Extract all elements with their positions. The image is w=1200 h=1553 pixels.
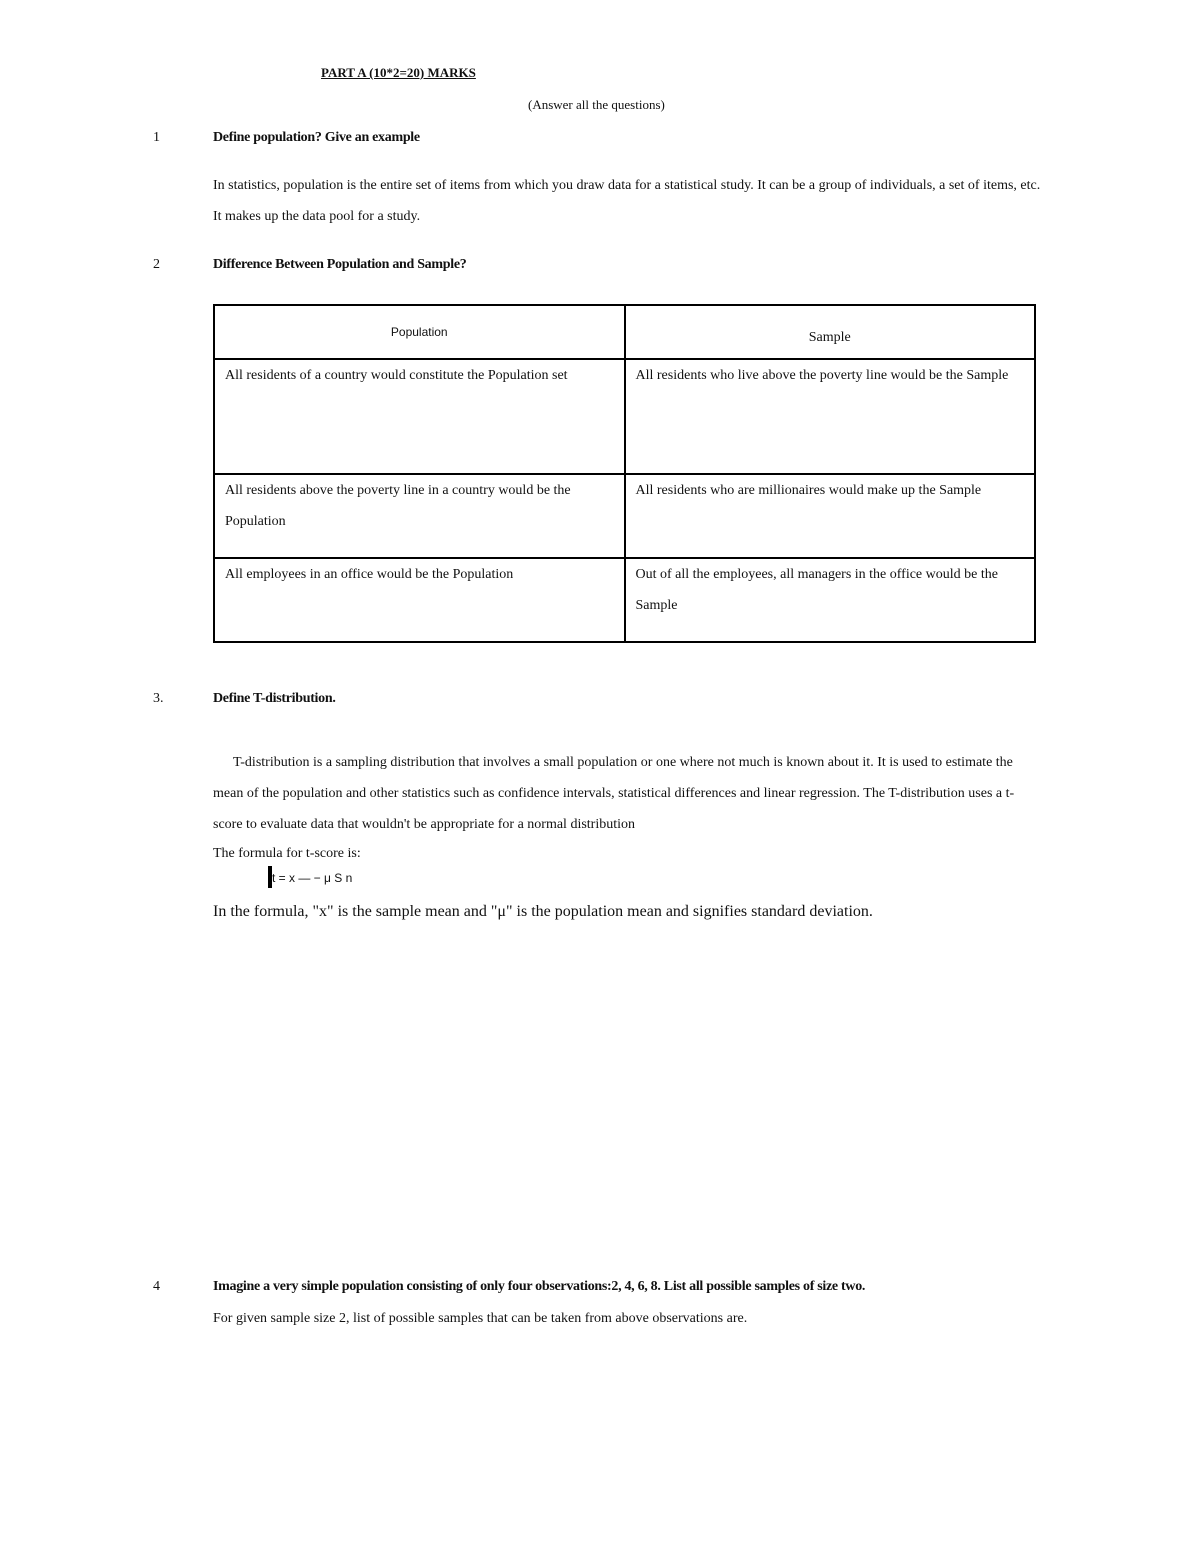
table-header-sample-label: Sample [808,329,851,345]
table-cell: All residents above the poverty line in a country would be the Population [214,474,625,558]
t-score-formula-text: t = x — − μ S n [272,871,353,886]
table-row [214,558,1035,642]
question-2-text: Difference Between Population and Sample? [213,257,467,272]
question-1-text: Define population? Give an example [213,130,420,145]
formula-note: In the formula, "x" is the sample mean and "μ" is the population mean and signifies standard deviation. [213,903,873,920]
table-cell: All residents who are millionaires would make up the Sample [625,474,1036,558]
question-1-answer: In statistics, population is the entire set of items from which you draw data for a statistical study. It can be a group of individuals, a set of items, etc. It makes up the data pool for a study. [213,178,1041,224]
question-4-text: Imagine a very simple population consisting of only four observations:2, 4, 6, 8. List all possible samples of size two. [213,1279,866,1294]
question-3-text: Define T-distribution. [213,691,336,706]
table-cell: All residents who live above the poverty line would be the Sample [625,359,1036,474]
table-cell: All residents of a country would constitute the Population set [214,359,625,474]
table-header-row [214,305,1035,359]
question-3-number: 3. [153,691,164,706]
question-4-answer: For given sample size 2, list of possible samples that can be taken from above observations are. [213,1311,748,1326]
table-cell: All employees in an office would be the Population [214,558,625,642]
population-sample-table [213,304,1036,643]
text-cursor [268,866,272,888]
table-cell: Out of all the employees, all managers in the office would be the Sample [625,558,1036,642]
table-header-population-label: Population [390,324,448,339]
instructions: (Answer all the questions) [528,97,665,112]
question-2-number: 2 [153,257,160,272]
part-header: PART A (10*2=20) MARKS [321,65,476,80]
table-row [214,359,1035,474]
question-4-number: 4 [153,1279,160,1294]
question-3-answer: T-distribution is a sampling distribution that involves a small population or one where not much is known about it. It is used to estimate the mean of the population and other statistics such as confidence intervals, statistical differences and linear regression. The T-distribution uses a t- score to evaluate data that wouldn't be appropriate for a normal distribution [213,755,1015,832]
table-header-sample [625,305,1036,359]
question-1-number: 1 [153,130,160,145]
table-header-population [214,305,625,359]
formula-intro: The formula for t-score is: [213,846,361,861]
t-score-formula [268,868,352,890]
table-row [214,474,1035,558]
